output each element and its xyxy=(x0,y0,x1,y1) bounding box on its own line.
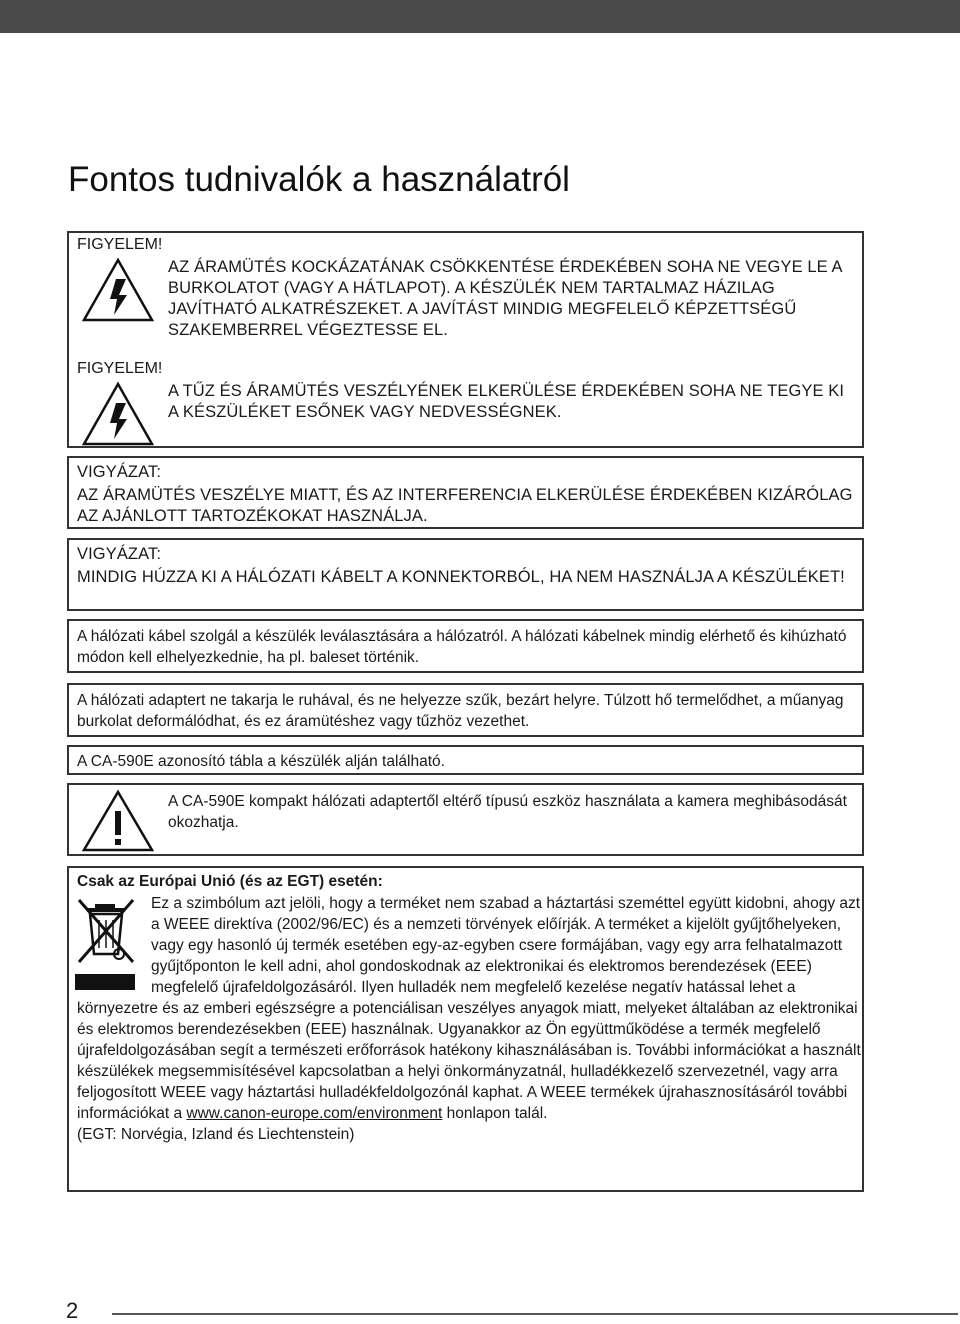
warning1-label: FIGYELEM! xyxy=(77,236,163,253)
exclamation-warning-icon xyxy=(81,789,155,853)
environment-link[interactable]: www.canon-europe.com/environment xyxy=(186,1105,443,1122)
caution2-box xyxy=(67,538,864,611)
page-number: 2 xyxy=(66,1298,79,1323)
caution1-text: AZ ÁRAMÜTÉS VESZÉLYE MIATT, ÉS AZ INTERFERENCIA ELKERÜLÉSE ÉRDEKÉBEN KIZÁRÓLAG AZ AJÁNLOTT TARTOZÉKOKAT HASZNÁLJA. xyxy=(77,486,853,525)
caution1-label: VIGYÁZAT: xyxy=(77,463,162,481)
footer-divider xyxy=(112,1313,958,1315)
note2-box xyxy=(67,683,864,737)
warning2-text: A TŰZ ÉS ÁRAMÜTÉS VESZÉLYÉNEK ELKERÜLÉSE ÉRDEKÉBEN SOHA NE TEGYE KI A KÉSZÜLÉKET ESŐNEK VAGY NEDVESSÉGNEK. xyxy=(168,382,845,421)
note4-text: A CA-590E kompakt hálózati adaptertől eltérő típusú eszköz használata a kamera meghibásodását okozhatja. xyxy=(168,793,847,831)
note3-text: A CA-590E azonosító tábla a készülék alján található. xyxy=(77,753,445,770)
note2-text: A hálózati adaptert ne takarja le ruhával, és ne helyezze szűk, bezárt helyre. Túlzott hő termelődhet, a műanyag burkolat deformálódhat, és ez áramütéshez vagy tűzhöz vezethet. xyxy=(77,692,844,730)
warning-box xyxy=(67,231,864,448)
warning1-text: AZ ÁRAMÜTÉS KOCKÁZATÁNAK CSÖKKENTÉSE ÉRDEKÉBEN SOHA NE VEGYE LE A BURKOLATOT (VAGY A HÁTLAPOT). A KÉSZÜLÉK NEM TARTALMAZ HÁZILAG JAVÍTHATÓ ALKATRÉSZEKET. A JAVÍTÁST MINDIG MEGFELELŐ KÉPZETTSÉGŰ SZAKEMBERREL VÉGEZTESSE EL. xyxy=(168,258,842,339)
eu-text: Ez a szimbólum azt jelöli, hogy a terméket nem szabad a háztartási szeméttel együtt kidobni, ahogy azt a WEEE direktíva (2002/96/EC) és a nemzeti törvények előírják. A terméket a kijelölt gyűjtőhelyeken, vagy egy hasonló új termék esetében egy-az-egyben csere formájában, vagy egy arra felhatalmazott gyűjtőponton le kell adni, ahol gondoskodnak az elektronikai és elektromos berendezések (EEE) megfelelő újrafeldolgozásáról. Ilyen hulladék nem megfelelő kezelése negatív hatással lehet a környezetre és az emberi egészségre a potenciálisan veszélyes anyagok miatt, melyeket általában az elektronikai és elektromos berendezésekben (EEE) használnak. Ugyanakkor az Ön együttműködése a termék megfelelő újrafeldolgozásában segít a természeti erőforrások hatékony kihasználásában is. További információkat a használt készülékek megsemmisítésével kapcsolatban a helyi önkormányzatnál, hulladékkezelő szervezetnél, vagy arra feljogosított WEEE vagy háztartási hulladékfeldolgozónál kaphat. A WEEE termékek újrahasznosításáról további információkat a www.canon-europe.com/environment honlapon talál. (EGT: Norvégia, Izland és Liechtenstein) xyxy=(77,895,861,1143)
warning2-label: FIGYELEM! xyxy=(77,360,163,377)
eu-footnote: (EGT: Norvégia, Izland és Liechtenstein) xyxy=(77,1126,355,1143)
note3-box xyxy=(67,745,864,775)
note4-box xyxy=(67,783,864,856)
eu-heading: Csak az Európai Unió (és az EGT) esetén: xyxy=(77,873,383,890)
caution2-label: VIGYÁZAT: xyxy=(77,545,162,563)
caution1-box xyxy=(67,456,864,529)
note1-box xyxy=(67,619,864,673)
lightning-warning-icon xyxy=(81,257,155,323)
lightning-warning-icon xyxy=(81,381,155,447)
eu-box xyxy=(67,866,864,1192)
header-bar xyxy=(0,0,960,33)
caution2-text: MINDIG HÚZZA KI A HÁLÓZATI KÁBELT A KONNEKTORBÓL, HA NEM HASZNÁLJA A KÉSZÜLÉKET! xyxy=(77,568,845,586)
page-title: Fontos tudnivalók a használatról xyxy=(68,160,570,199)
note1-text: A hálózati kábel szolgál a készülék leválasztására a hálózatról. A hálózati kábelnek mindig elérhető és kihúzható módon kell elhelyezkednie, ha pl. baleset történik. xyxy=(77,628,847,666)
